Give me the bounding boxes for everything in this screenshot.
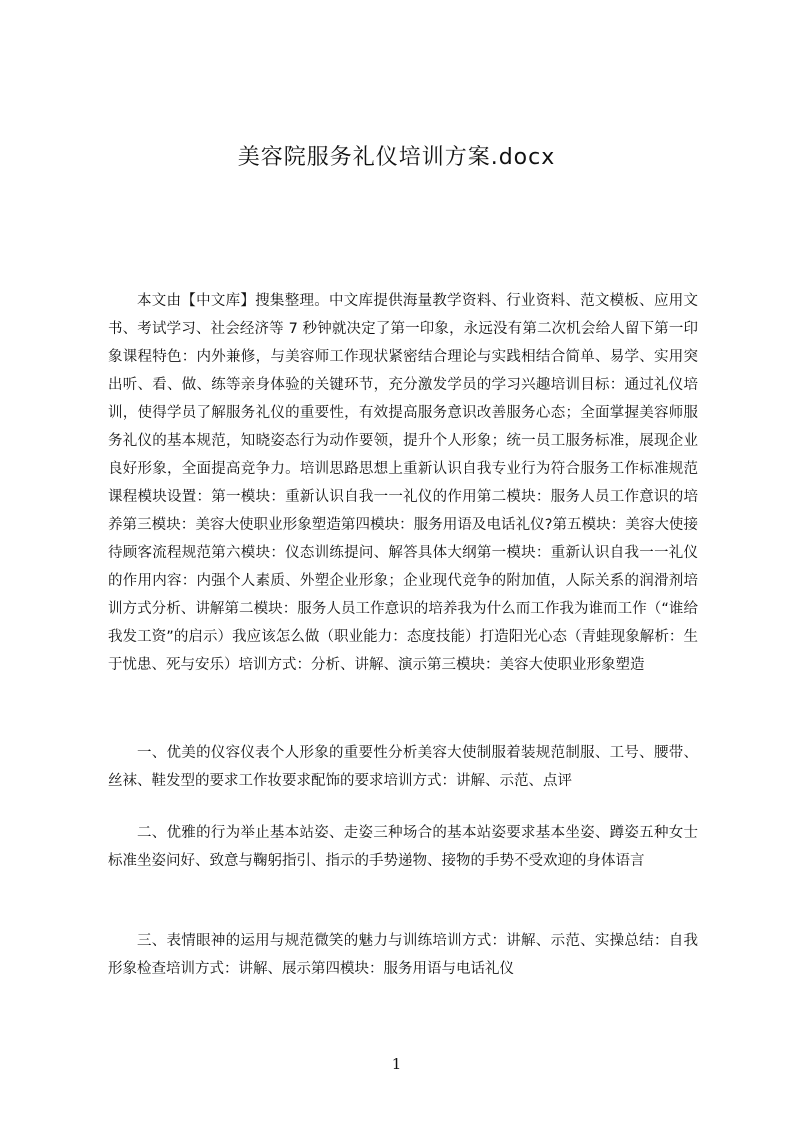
paragraph-section-two: 二、优雅的行为举止基本站姿、走姿三种场合的基本站姿要求基本坐姿、蹲姿五种女士标准坐姿问好、致意与鞠躬指引、指示的手势递物、接物的手势不受欢迎的身体语言 — [108, 825, 698, 869]
paragraph-section-three: 三、表情眼神的运用与规范微笑的魅力与训练培训方式：讲解、示范、实操总结：自我形象检查培训方式：讲解、展示第四模块：服务用语与电话礼仪 — [108, 933, 698, 977]
paragraph-intro: 本文由【中文库】搜集整理。中文库提供海量教学资料、行业资料、范文模板、应用文书、考试学习、社会经济等 7 秒钟就决定了第一印象，永远没有第二次机会给人留下第一印象课程特色：内外兼修，与美容师工作现状紧密结合理论与实践相结合简单、易学、实用突出听、看、做、练等亲身体验的关键环节，充分激发学员的学习兴趣培训目标：通过礼仪培训，使得学员了解服务礼仪的重要性，有效提高服务意识改善服务心态；全面掌握美容师服务礼仪的基本规范，知晓姿态行为动作要领，提升个人形象；统一员工服务标准，展现企业良好形象，全面提高竞争力。培训思路思想上重新认识自我专业行为符合服务工作标准规范课程模块设置：第一模块：重新认识自我一一礼仪的作用第二模块：服务人员工作意识的培养第三模块：美容大使职业形象塑造第四模块：服务用语及电话礼仪?第五模块：美容大使接待顾客流程规范第六模块：仪态训练提问、解答具体大纲第一模块：重新认识自我一一礼仪的作用内容：内强个人素质、外塑企业形象；企业现代竞争的附加值，人际关系的润滑剂培训方式分析、讲解第二模块：服务人员工作意识的培养我为什么而工作我为谁而工作（“谁给我发工资”的启示）我应该怎么做（职业能力：态度技能）打造阳光心态（青蛙现象解析：生于忧患、死与安乐）培训方式：分析、讲解、演示第三模块：美容大使职业形象塑造 — [108, 293, 698, 673]
page-number: 1 — [391, 1055, 402, 1073]
document-title: 美容院服务礼仪培训方案.docx — [237, 145, 556, 170]
paragraph-section-one: 一、优美的仪容仪表个人形象的重要性分析美容大使制服着装规范制服、工号、腰带、丝袜、鞋发型的要求工作妆要求配饰的要求培训方式：讲解、示范、点评 — [108, 745, 698, 789]
